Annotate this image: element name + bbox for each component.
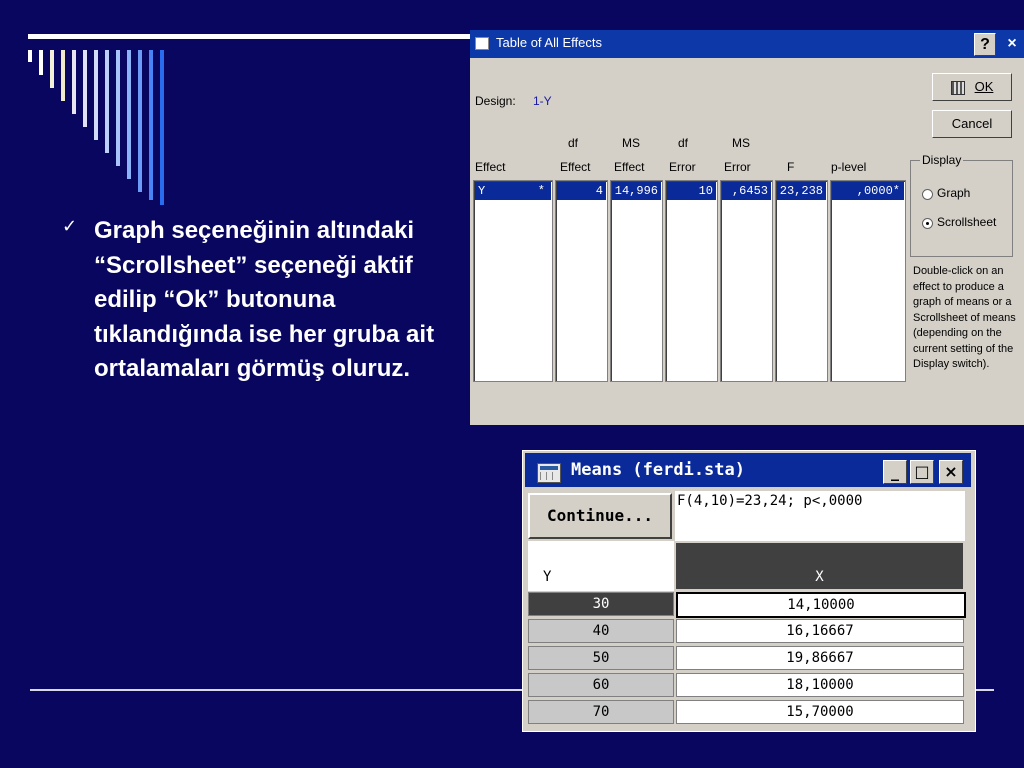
maximize-button[interactable]: □: [910, 460, 934, 484]
deco-bar: [116, 50, 120, 166]
effects-column[interactable]: [830, 180, 906, 382]
window-icon: [475, 37, 489, 50]
column-header-y[interactable]: [528, 541, 674, 591]
means-dialog: [522, 450, 976, 732]
col-header-line1: df: [568, 136, 579, 150]
col-header-line1: MS: [732, 136, 750, 150]
dialog-titlebar[interactable]: [470, 30, 1024, 58]
col-header-df-error: Error: [669, 160, 696, 174]
row-header-y[interactable]: 50: [528, 646, 674, 670]
cell-value: 10: [698, 184, 713, 198]
deco-bar: [50, 50, 54, 88]
statistic-text: F(4,10)=23,24; p<,0000: [675, 491, 965, 541]
cell-x[interactable]: 14,10000: [676, 592, 966, 618]
effect-marker: *: [537, 184, 545, 198]
cell-x[interactable]: 15,70000: [676, 700, 964, 724]
minimize-button[interactable]: _: [883, 460, 907, 484]
radio-graph-circle[interactable]: [922, 189, 933, 200]
column-header-x[interactable]: [676, 543, 963, 589]
cell-f[interactable]: [777, 182, 826, 200]
effect-name: Y: [478, 184, 486, 198]
cell-x[interactable]: 18,10000: [676, 673, 964, 697]
help-text: Double-click on an effect to produce a graph of means or a Scrollsheet of means (depending on the current setting of the Display switch).: [913, 265, 1016, 370]
effects-column[interactable]: [555, 180, 608, 382]
cell-value: 4: [595, 184, 603, 198]
col-header-ms-effect: Effect: [614, 160, 645, 174]
row-header-y[interactable]: 60: [528, 673, 674, 697]
slide-top-rule: [28, 34, 478, 39]
cell-df-error[interactable]: [667, 182, 716, 200]
deco-bar: [72, 50, 76, 114]
cell-effect[interactable]: [475, 182, 551, 200]
col-header-ms-error: Error: [724, 160, 751, 174]
effects-column[interactable]: [775, 180, 828, 382]
deco-bar: [94, 50, 98, 140]
cell-p-level[interactable]: [832, 182, 904, 200]
cancel-button[interactable]: Cancel: [932, 110, 1012, 138]
close-button[interactable]: ×: [1007, 35, 1017, 52]
close-button[interactable]: ×: [939, 460, 963, 484]
deco-bar: [149, 50, 153, 200]
cell-ms-error[interactable]: [722, 182, 771, 200]
column-header-y-label: Y: [543, 569, 552, 585]
cell-value: ,6453: [731, 184, 768, 198]
ok-button[interactable]: [932, 73, 1012, 101]
effects-column[interactable]: [610, 180, 663, 382]
design-label: Design:: [475, 94, 516, 108]
col-header-p-level: p-level: [831, 160, 867, 174]
radio-graph-label[interactable]: Graph: [937, 186, 971, 200]
deco-bar: [138, 50, 142, 192]
means-titlebar[interactable]: [525, 453, 971, 487]
effects-column[interactable]: [665, 180, 718, 382]
cell-ms-effect[interactable]: [612, 182, 661, 200]
cell-value: 14,996: [614, 184, 658, 198]
cell-value: 23,238: [779, 184, 823, 198]
cell-x[interactable]: 16,16667: [676, 619, 964, 643]
radio-scrollsheet-label[interactable]: Scrollsheet: [937, 215, 997, 229]
deco-bar: [61, 50, 65, 101]
display-group-label: Display: [922, 153, 962, 167]
continue-button[interactable]: [528, 493, 672, 539]
bullet-text: Graph seçeneğinin altındaki “Scrollsheet” seçeneği aktif edilip “Ok” butonuna tıklandığında ise her gruba ait ortalamaları görmüş oluruz.: [94, 217, 435, 382]
deco-bar: [83, 50, 87, 127]
col-header-effect: Effect: [475, 160, 506, 174]
column-header-x-label: X: [815, 569, 824, 585]
checkmark-icon: ✓: [62, 216, 78, 237]
cell-x[interactable]: 19,86667: [676, 646, 964, 670]
radio-scrollsheet-circle[interactable]: [922, 218, 933, 229]
spreadsheet-icon: [537, 463, 561, 483]
deco-bar: [28, 50, 32, 62]
row-header-y[interactable]: 30: [528, 592, 674, 616]
row-header-y[interactable]: 70: [528, 700, 674, 724]
col-header-f: F: [787, 160, 795, 174]
cell-value: ,0000*: [856, 184, 900, 198]
col-header-df-effect: Effect: [560, 160, 591, 174]
ok-label: OK: [974, 79, 994, 94]
table-icon: [951, 81, 965, 95]
continue-label: Continue...: [547, 506, 653, 525]
col-header-line1: df: [678, 136, 689, 150]
row-header-y[interactable]: 40: [528, 619, 674, 643]
deco-bar: [127, 50, 131, 179]
deco-bar: [39, 50, 43, 75]
deco-bar: [160, 50, 164, 205]
effects-column[interactable]: [473, 180, 553, 382]
means-title: Means (ferdi.sta): [571, 460, 745, 480]
effects-column[interactable]: [720, 180, 773, 382]
table-of-all-effects-dialog: [470, 30, 1024, 425]
display-groupbox: [910, 160, 1013, 257]
help-button[interactable]: ?: [974, 33, 996, 56]
cell-df-effect[interactable]: [557, 182, 606, 200]
deco-bar: [105, 50, 109, 153]
design-value: 1-Y: [533, 94, 552, 108]
col-header-line1: MS: [622, 136, 640, 150]
dialog-title: Table of All Effects: [496, 35, 602, 50]
